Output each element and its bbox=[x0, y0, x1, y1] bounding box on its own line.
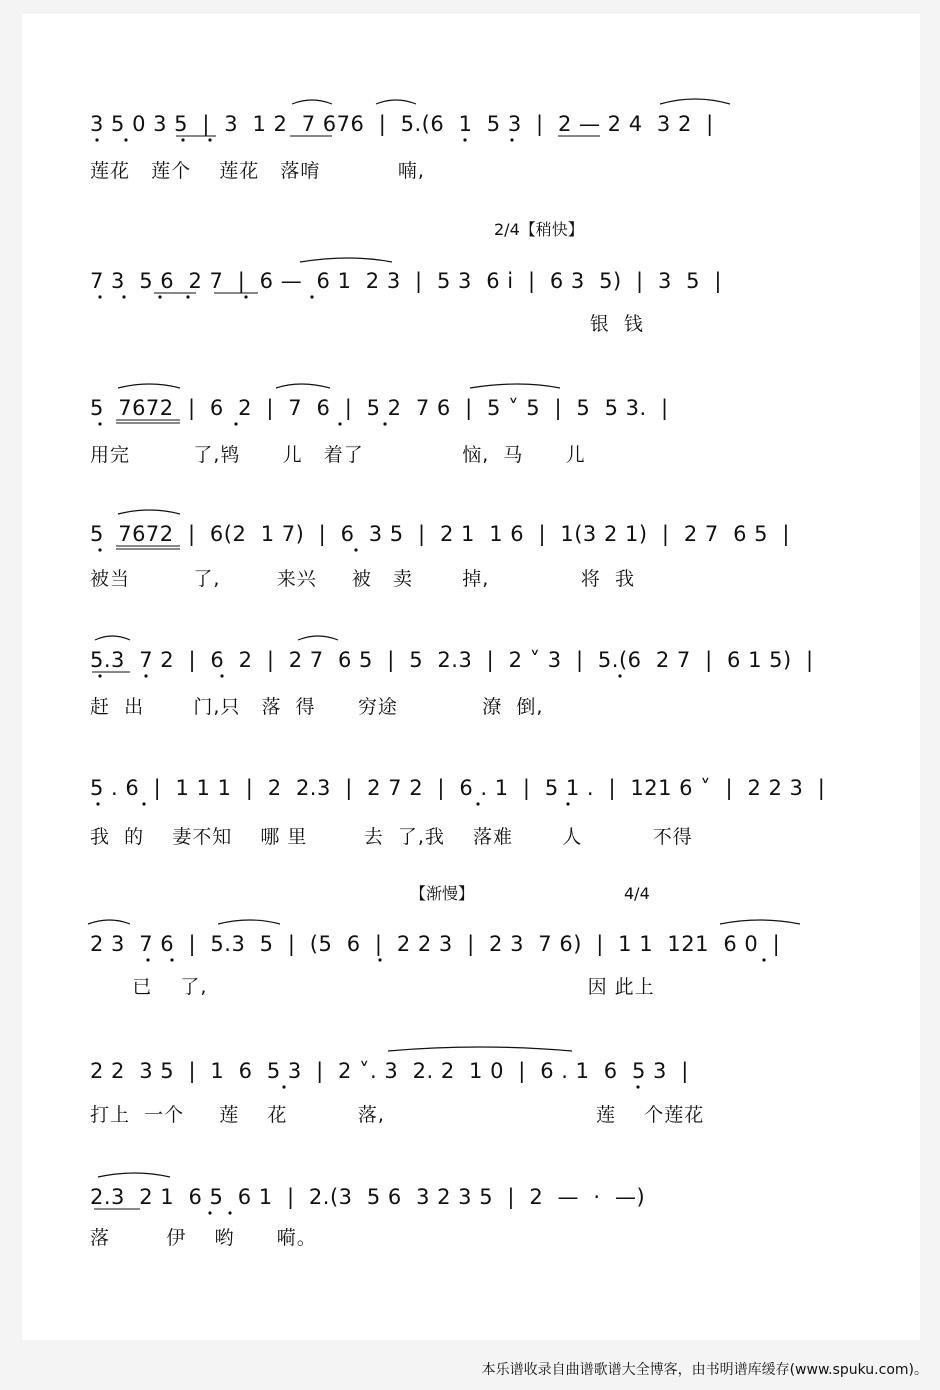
slur bbox=[376, 100, 416, 104]
tempo-marking: 2/4【稍快】 bbox=[494, 220, 584, 239]
slur bbox=[388, 1047, 572, 1051]
lyric-line: 莲花 莲个 莲花 落唷 喃, bbox=[90, 160, 425, 182]
slur bbox=[276, 384, 330, 388]
lyric-line: 已 了, 因 此上 bbox=[90, 976, 655, 998]
lyric-line: 用完 了,鸨 儿 着了 恼, 马 儿 bbox=[90, 444, 586, 466]
lyric-line: 我 的 妻不知 哪 里 去 了,我 落难 人 不得 bbox=[90, 826, 693, 848]
slur bbox=[300, 258, 392, 262]
lyric-line: 赶 出 门,只 落 得 穷途 潦 倒, bbox=[90, 696, 544, 718]
slur bbox=[98, 1173, 170, 1177]
lyric-line: 落 伊 哟 嗬。 bbox=[90, 1227, 317, 1249]
lyric-line: 银 钱 bbox=[90, 313, 644, 335]
notation-line: 5 . 6 | 1 1 1 | 2 2.3 | 2 7 2 | 6 . 1 | 5 1 . | 121 6 ˅ | 2 2 3 | bbox=[90, 776, 826, 800]
slur bbox=[298, 636, 338, 640]
slur bbox=[95, 636, 130, 640]
slur bbox=[88, 920, 130, 924]
slur bbox=[660, 99, 730, 104]
notation-line: 5.3 7 2 | 6 2 | 2 7 6 5 | 5 2.3 | 2 ˅ 3 | 5.(6 2 7 | 6 1 5) | bbox=[90, 648, 814, 672]
source-footer: 本乐谱收录自曲谱歌谱大全博客，由书明谱库缓存(www.spuku.com)。 bbox=[481, 1362, 928, 1378]
notation-line: 7 3 5 6 2 7 | 6 — 6 1 2 3 | 5 3 6 i | 6 3 5) | 3 5 | bbox=[90, 269, 722, 293]
notation-line: 2 2 3 5 | 1 6 5 3 | 2 ˅. 3 2. 2 1 0 | 6 . 1 6 5 3 | bbox=[90, 1059, 689, 1083]
slur bbox=[720, 920, 800, 924]
slur bbox=[470, 384, 560, 388]
notation-line: 5 7672 | 6 2 | 7 6 | 5 2 7 6 | 5 ˅ 5 | 5 5 3. | bbox=[90, 396, 669, 420]
notation-line: 3 5 0 3 5 | 3 1 2 7 676 | 5.(6 1 5 3 | 2 — 2 4 3 2 | bbox=[90, 112, 714, 136]
lyric-line: 打上 一个 莲 花 落, 莲 个莲花 bbox=[90, 1104, 705, 1126]
slur bbox=[118, 384, 180, 388]
slur bbox=[292, 100, 332, 104]
time-signature: 4/4 bbox=[624, 884, 650, 903]
lyric-line: 被当 了, 来兴 被 卖 掉, 将 我 bbox=[90, 568, 635, 590]
slur bbox=[118, 510, 180, 514]
notation-line: 2.3 2 1 6 5 6 1 | 2.(3 5 6 3 2 3 5 | 2 — · —) bbox=[90, 1185, 646, 1209]
slur bbox=[218, 920, 280, 924]
tempo-marking-slow: 【渐慢】 bbox=[410, 884, 475, 903]
notation-line: 5 7672 | 6(2 1 7) | 6 3 5 | 2 1 1 6 | 1(3 2 1) | 2 7 6 5 | bbox=[90, 522, 790, 546]
notation-line: 2 3 7 6 | 5.3 5 | (5 6 | 2 2 3 | 2 3 7 6) | 1 1 121 6 0 | bbox=[90, 932, 781, 956]
